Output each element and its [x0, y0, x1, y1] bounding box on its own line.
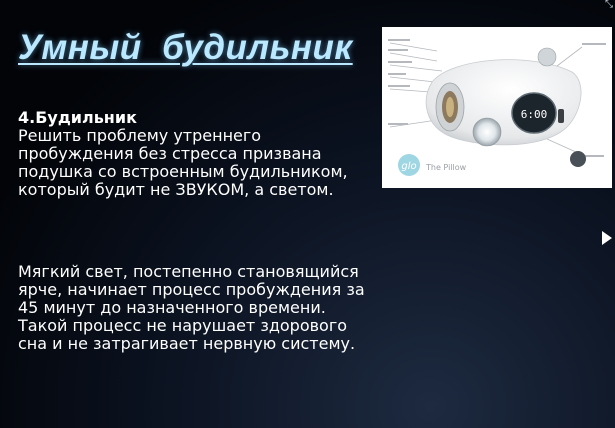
text-block-details: [18, 263, 378, 353]
pillow-product-image: [382, 27, 612, 188]
slide-title: Умный будильник: [18, 28, 353, 67]
text-block-intro: [18, 109, 378, 199]
pillow-illustration: [382, 27, 612, 188]
clock-time-readout: 6:00: [520, 108, 548, 121]
product-name: The Pillow: [426, 163, 467, 172]
resize-arrow-icon[interactable]: ⤡: [605, 0, 613, 10]
intro-paragraph: Решить проблему утреннего пробуждения без стресса призвана подушка со встроенным будильником, который будит не ЗВУКОМ, а светом.: [18, 126, 348, 199]
play-triangle-icon[interactable]: [602, 231, 612, 245]
logo-text: glo: [401, 161, 417, 172]
section-heading: 4.Будильник: [18, 108, 137, 127]
details-paragraph: Мягкий свет, постепенно становящийся ярче, начинает процесс пробуждения за 45 минут до назначенного времени. Такой процесс не нарушает здорового сна и не затрагивает нервную систему.: [18, 262, 365, 353]
